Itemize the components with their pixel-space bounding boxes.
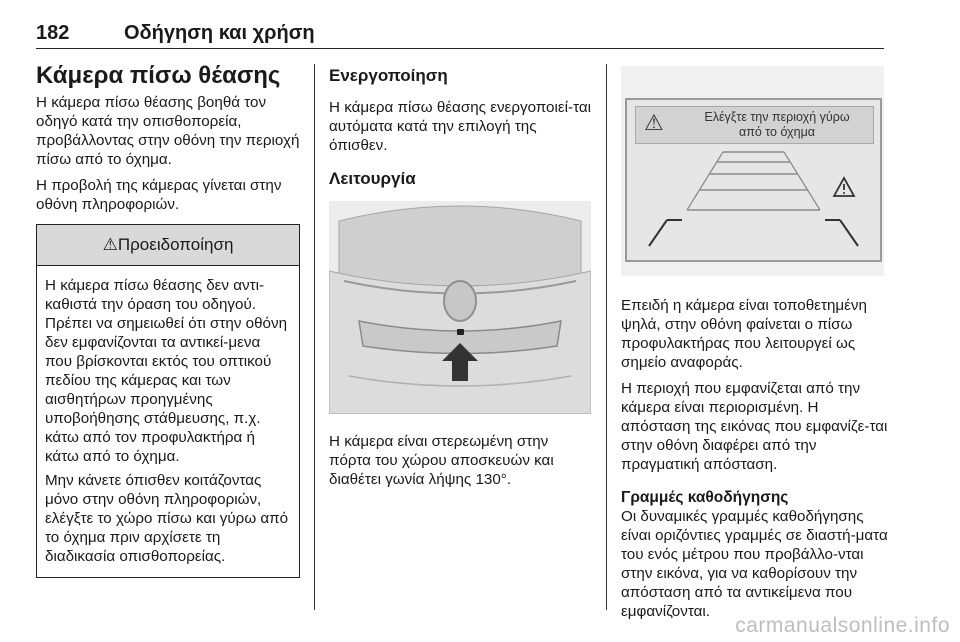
warning-header xyxy=(37,225,299,266)
warning-icon: ⚠ xyxy=(102,235,118,254)
tailgate-illustration-svg xyxy=(329,201,591,414)
chapter-title: Οδήγηση και χρήση xyxy=(124,22,315,44)
rear-camera-display-illustration xyxy=(621,66,884,276)
warning-paragraph: Μην κάνετε όπισθεν κοιτάζοντας μόνο στην οθόνη πληροφοριών, ελέγξτε το χώρο πίσω και γύρω από το όχημα πριν αρχίσετε τη διαδικασία οπισθοπορείας. xyxy=(45,472,289,565)
camera-caption: Η κάμερα είναι στερεωμένη στην πόρτα του χώρου αποσκευών και διαθέτει γωνία λήψης 130°. xyxy=(329,433,554,488)
column-3 xyxy=(621,60,889,628)
screen-message-bar xyxy=(635,106,874,144)
warning-paragraph: Η κάμερα πίσω θέασης δεν αντι-καθιστά την όραση του οδηγού. Πρέπει να σημειωθεί ότι στην οθόνη δεν εμφανίζονται τα αντικεί-μενα που βρίσκονται εκτός του οπτικού πεδίου της κάμερας και των αισθητήρων προηγμένης υποβοήθησης στάθμευσης, π.χ. κάτω από τον προφυλακτήρα ή κάτω από το όχημα. xyxy=(45,277,288,465)
column-divider-1 xyxy=(314,64,315,610)
warning-body xyxy=(37,266,299,577)
activation-heading: Ενεργοποίηση xyxy=(329,66,448,85)
tailgate-camera-illustration xyxy=(329,201,591,414)
watermark: carmanualsonline.info xyxy=(735,614,950,637)
activation-text: Η κάμερα πίσω θέασης ενεργοποιεί-ται αυτόματα κατά την επιλογή της όπισθεν. xyxy=(329,99,592,154)
screen-message-line1: Ελέγξτε την περιοχή γύρω xyxy=(704,110,850,124)
section-heading: Κάμερα πίσω θέασης xyxy=(36,62,281,89)
guide-lines-heading: Γραμμές καθοδήγησης xyxy=(621,489,789,506)
warning-title: Προειδοποίηση xyxy=(117,235,234,254)
page-header xyxy=(36,18,884,49)
display-screen xyxy=(625,98,882,262)
warning-box xyxy=(36,224,300,578)
reference-paragraph: Επειδή η κάμερα είναι τοποθετημένη ψηλά, στην οθόνη φαίνεται ο πίσω προφυλακτήρας που λειτουργεί ως σημείο αναφοράς. xyxy=(621,297,867,371)
display-paragraph: Η προβολή της κάμερας γίνεται στην οθόνη πληροφοριών. xyxy=(36,177,282,213)
distance-paragraph: Η περιοχή που εμφανίζεται από την κάμερα είναι περιορισμένη. Η απόσταση της εικόνας που εμφανίζε-ται στην οθόνη διαφέρει από την πραγματική απόσταση. xyxy=(621,380,888,473)
warning-triangle-icon: ⚠ xyxy=(644,110,664,135)
page-number: 182 xyxy=(36,22,70,44)
column-1 xyxy=(36,60,300,578)
operation-heading: Λειτουργία xyxy=(329,169,416,188)
guide-lines-svg xyxy=(627,146,880,258)
column-divider-2 xyxy=(606,64,607,610)
guide-lines-text: Οι δυναμικές γραμμές καθοδήγησης είναι οριζόντιες γραμμές σε διαστή-ματα του ενός μέτρου που προβάλλο-νται στην εικόνα, για να καθορίσουν την απόσταση από τα αντικείμενα που εμφανίζονται. xyxy=(621,508,888,620)
screen-message-line2: από το όχημα xyxy=(738,125,816,139)
intro-paragraph: Η κάμερα πίσω θέασης βοηθά τον οδηγό κατά την οπισθοπορεία, προβάλλοντας στην οθόνη την περιοχή πίσω από το όχημα. xyxy=(36,94,300,168)
column-2 xyxy=(329,60,594,496)
